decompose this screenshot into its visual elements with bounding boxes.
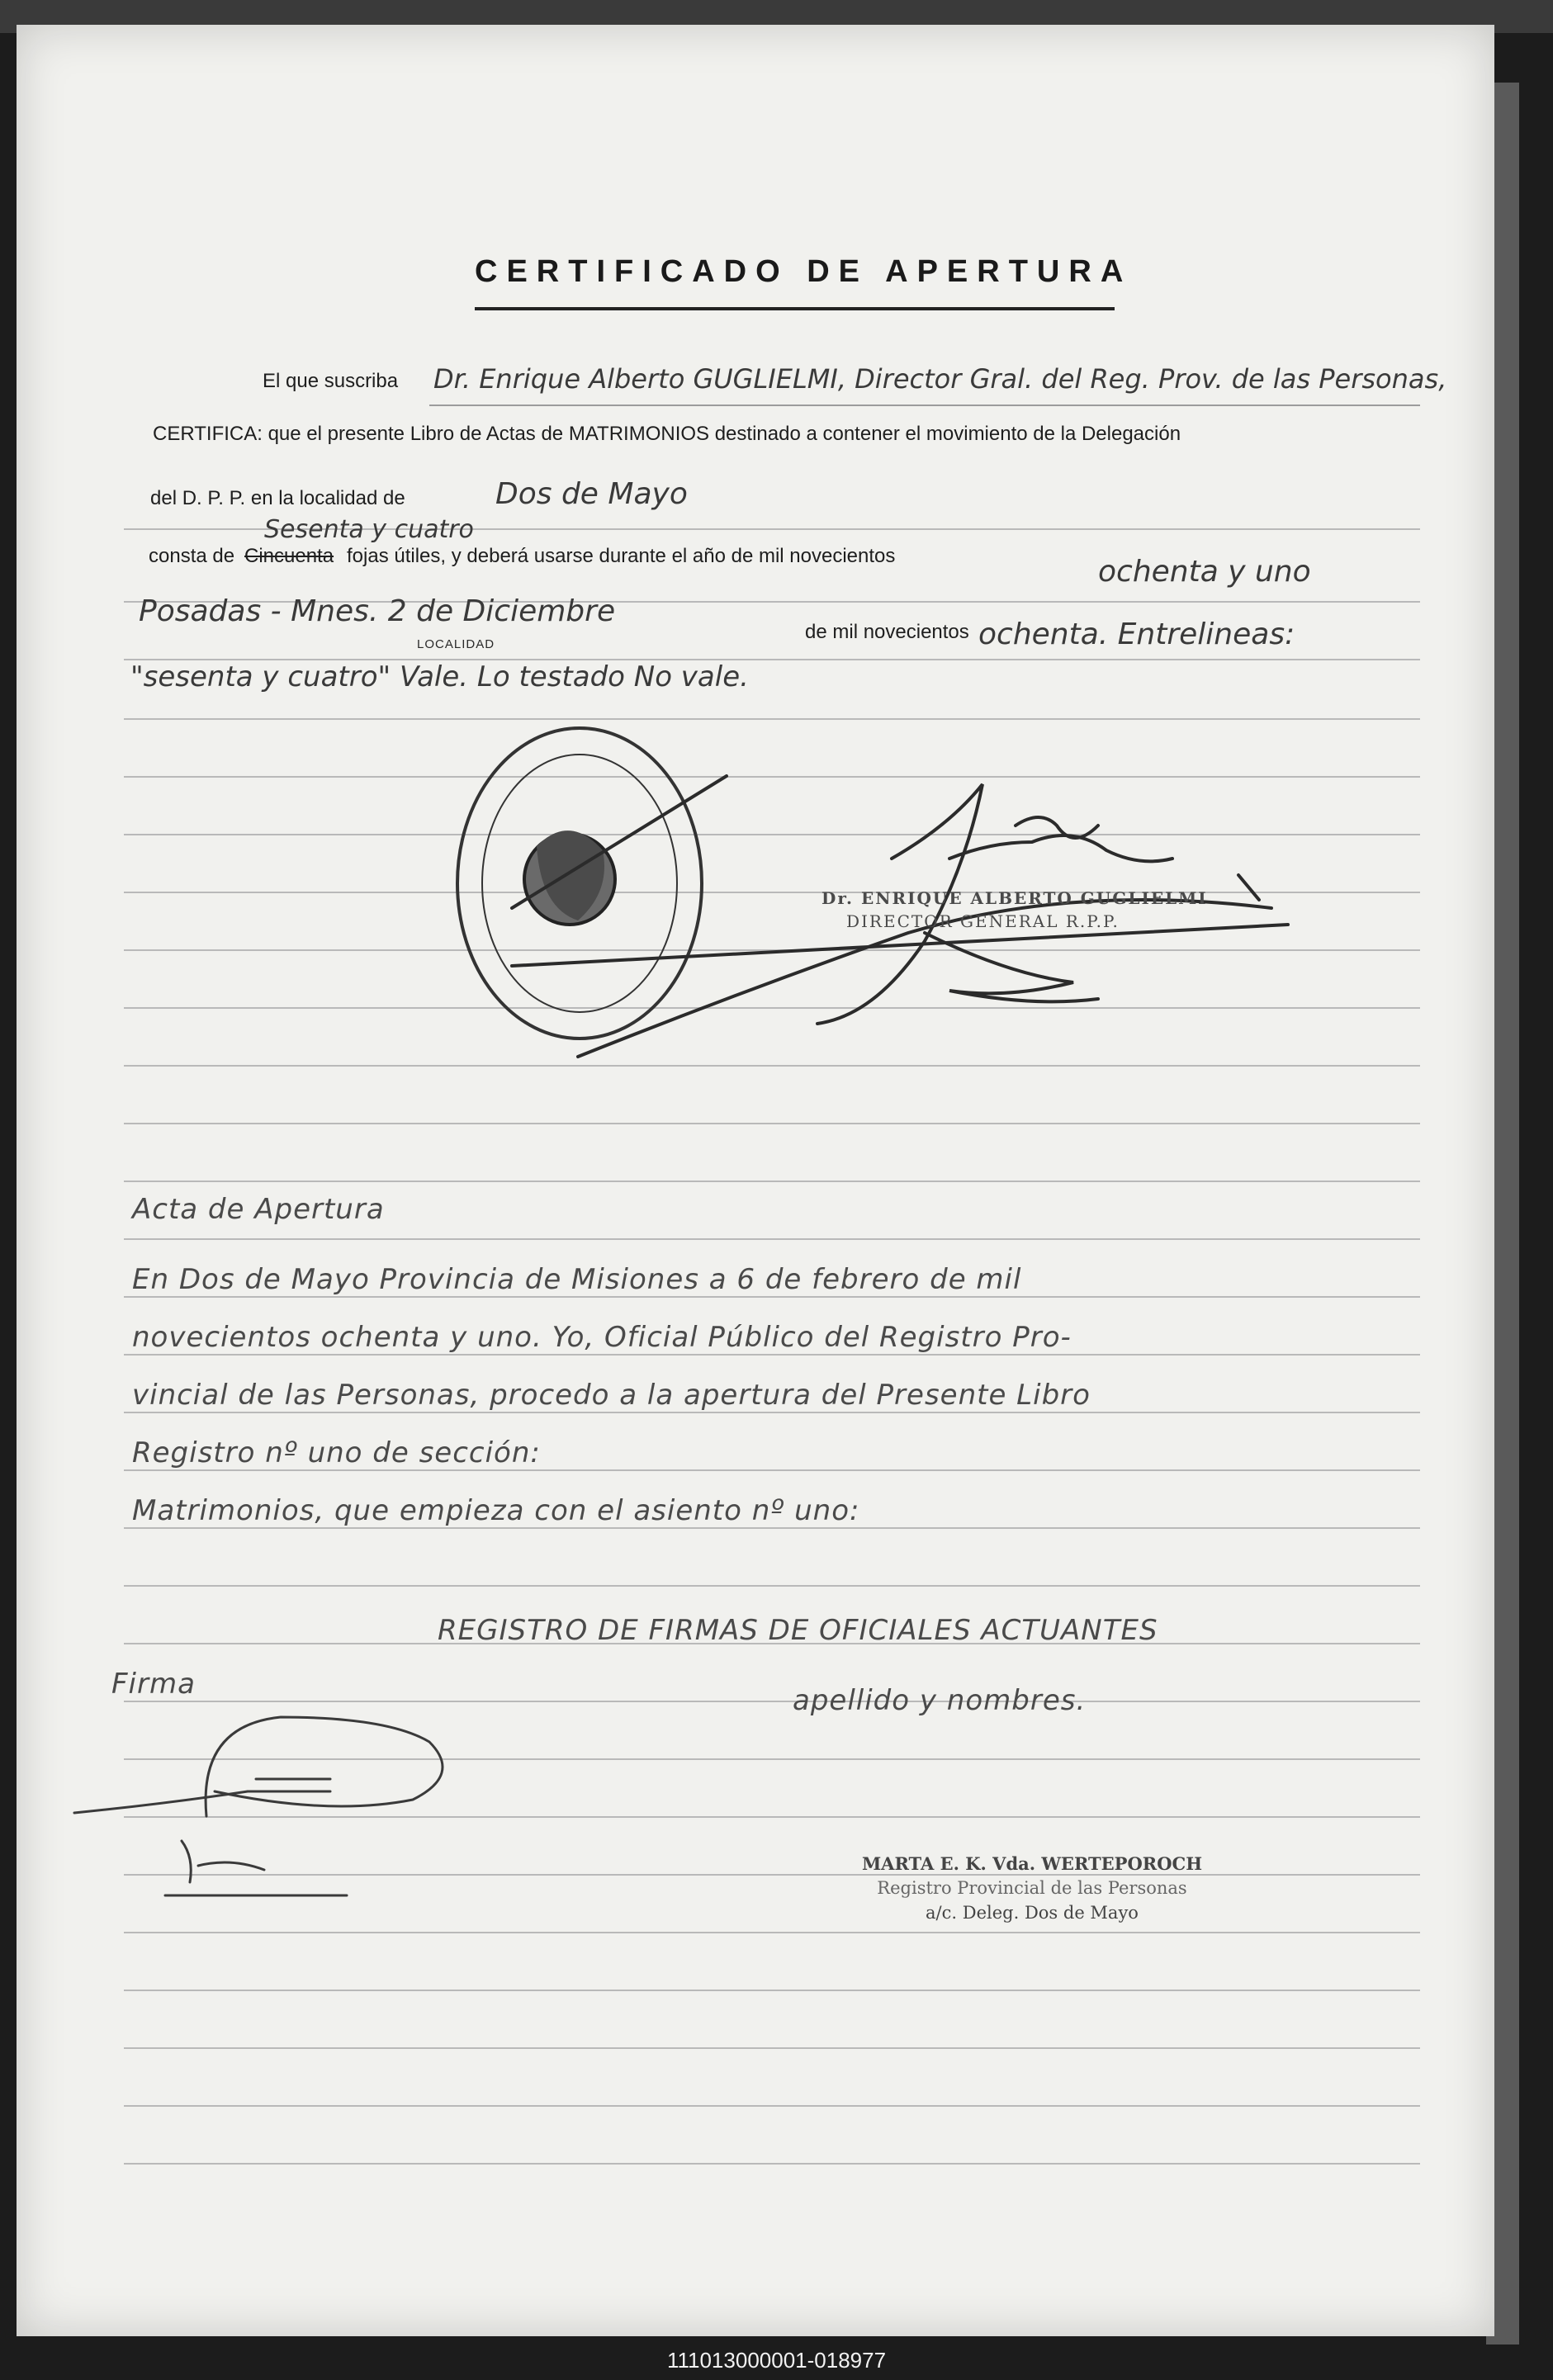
struck-word: Cincuenta [244,545,334,567]
signer-name-stamp: Dr. ENRIQUE ALBERTO GUGLIELMI [821,888,1208,908]
acta-line: vincial de las Personas, procedo a la apertura del Presente Libro [132,1379,1091,1412]
firmas-heading: REGISTRO DE FIRMAS DE OFICIALES ACTUANTES [438,1614,1158,1647]
localidad-label: LOCALIDAD [417,637,495,651]
line4-handwritten: ochenta y uno [1098,555,1311,589]
line6-handwritten: "sesenta y cuatro" Vale. Lo testado No vale. [130,660,749,693]
firma-label: Firma [111,1668,196,1701]
official-stamp-line3: a/c. Deleg. Dos de Mayo [926,1903,1139,1923]
line1-handwritten: Dr. Enrique Alberto GUGLIELMI, Director Gral. del Reg. Prov. de las Personas, [433,363,1447,395]
acta-line: Registro nº uno de sección: [132,1436,541,1469]
line4-printed: fojas útiles, y deberá usarse durante el año de mil novecientos [347,545,896,567]
line2-printed: CERTIFICA: que el presente Libro de Actas de MATRIMONIOS destinado a contener el movimiento de la Delegación [153,423,1181,445]
document-id-footer: 111013000001-018977 [666,2348,887,2373]
place-date-handwritten: Posadas - Mnes. 2 de Diciembre [139,594,616,628]
acta-line: Matrimonios, que empieza con el asiento nº uno: [132,1494,860,1527]
provincial-seal [457,728,702,1039]
official-stamp-name: MARTA E. K. Vda. WERTEPOROCH [861,1853,1203,1874]
line5-handwritten: ochenta. Entrelineas: [978,617,1295,651]
acta-line: En Dos de Mayo Provincia de Misiones a 6 de febrero de mil [132,1263,1022,1296]
apellido-label: apellido y nombres. [793,1684,1087,1717]
line1-prefix: El que suscriba [263,370,399,392]
line4-prefix: consta de [149,545,235,567]
acta-line: novecientos ochenta y uno. Yo, Oficial Público del Registro Pro- [132,1321,1072,1354]
official-stamp-line2: Registro Provincial de las Personas [877,1878,1187,1898]
line5-printed: de mil novecientos [805,621,969,643]
line3-printed: del D. P. P. en la localidad de [150,487,405,509]
correction-handwritten: Sesenta y cuatro [264,515,474,544]
certificate-title: CERTIFICADO DE APERTURA [475,254,1133,289]
line3-handwritten: Dos de Mayo [495,477,688,511]
acta-heading: Acta de Apertura [132,1193,385,1226]
signer-title-stamp: DIRECTOR GENERAL R.P.P. [846,911,1120,931]
officer-signature [74,1717,443,1895]
